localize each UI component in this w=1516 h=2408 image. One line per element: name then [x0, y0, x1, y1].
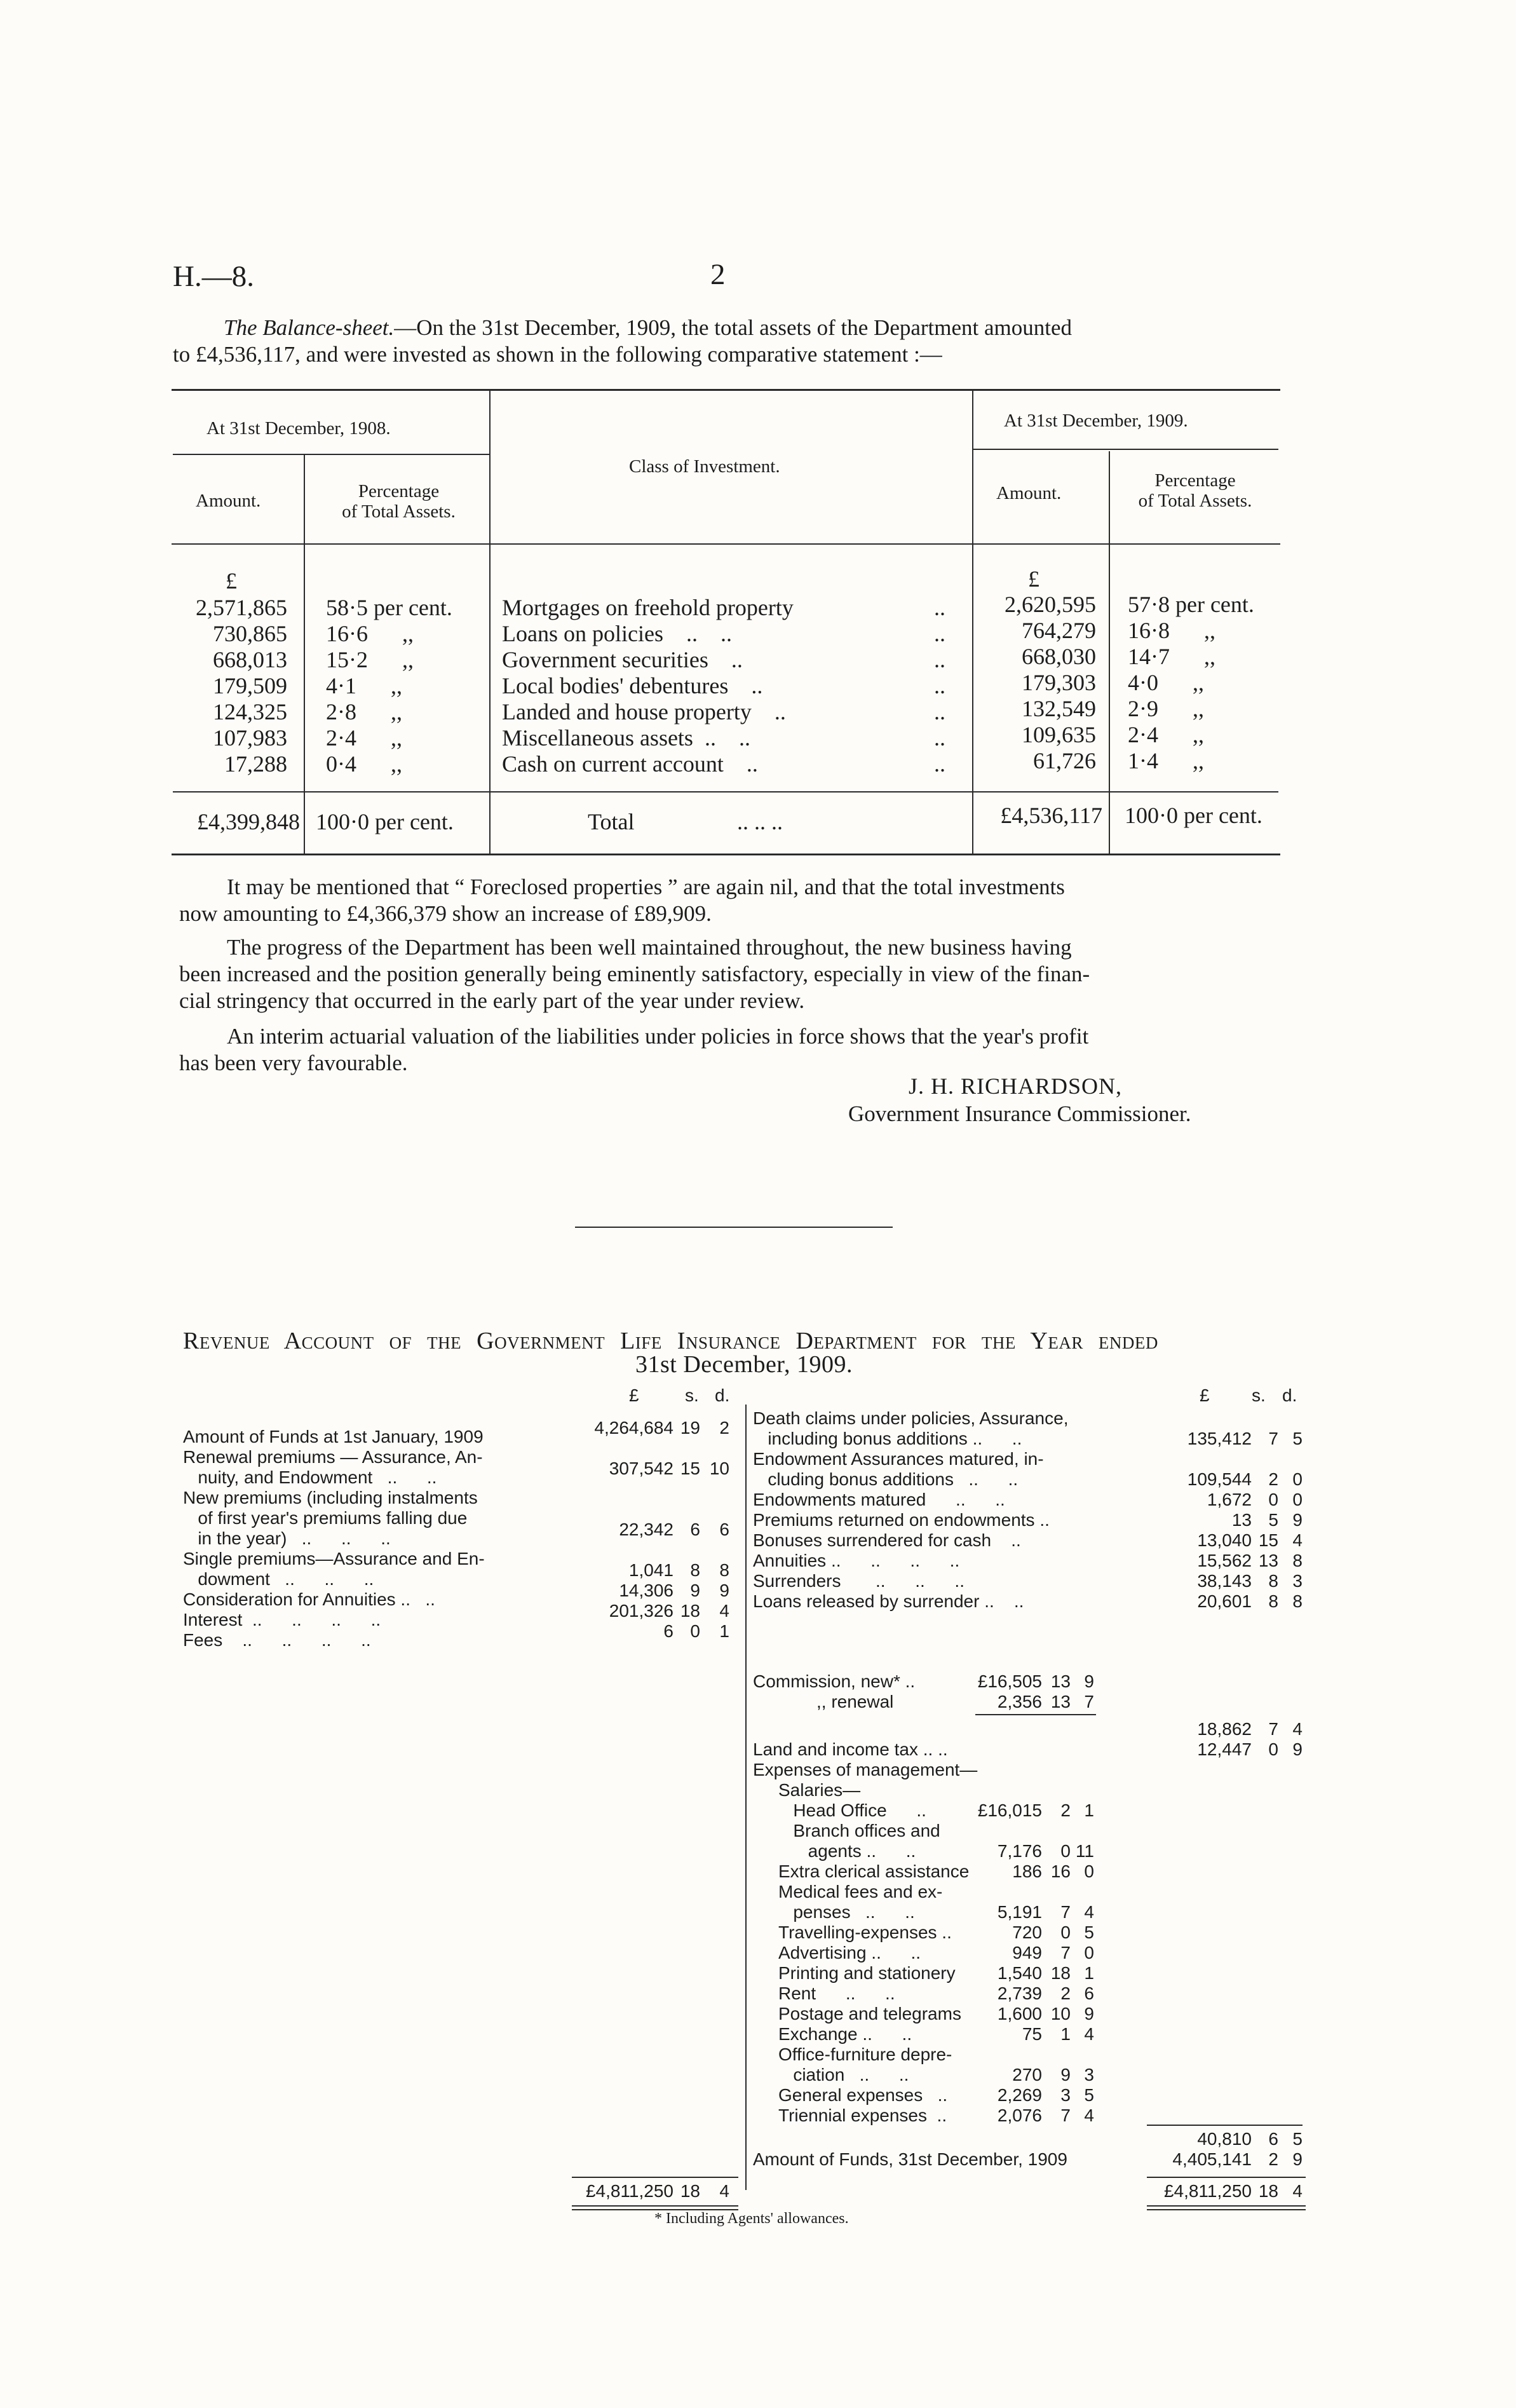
currency-1909: £ — [1028, 566, 1039, 592]
header-amount-1909: Amount. — [996, 483, 1062, 503]
expense-pence: 9 — [1084, 2004, 1094, 2024]
receipt-label: nuity, and Endowment .. .. — [183, 1467, 437, 1487]
expense-pence: 3 — [1084, 2065, 1094, 2085]
receipt-pence: 6 — [719, 1520, 729, 1539]
expense-shillings: 1 — [1060, 2024, 1071, 2044]
payment-label: Endowment Assurances matured, in- — [753, 1449, 1044, 1469]
expense-pounds: 2,739 — [997, 1983, 1042, 2003]
pct-1909: 2·9 ,, — [1128, 696, 1204, 721]
payment-pence: 9 — [1292, 1510, 1303, 1530]
expense-label: agents .. .. — [778, 1841, 916, 1861]
pct-1909: 14·7 ,, — [1128, 644, 1215, 669]
commission-total-pounds: 18,862 — [1197, 1719, 1252, 1739]
leader-dots: .. — [934, 595, 945, 620]
expense-pence: 6 — [1084, 1983, 1094, 2003]
amount-1909: 132,549 — [1022, 696, 1096, 721]
expense-label: Medical fees and ex- — [778, 1882, 943, 1901]
receipt-shillings: 8 — [690, 1560, 700, 1580]
payment-label: Bonuses surrendered for cash .. — [753, 1530, 1021, 1550]
pct-1908: 2·4 ,, — [326, 725, 402, 751]
revenue-title: Revenue Account of the Government Life Insurance Department for the Year ended — [183, 1328, 1158, 1354]
expense-pence: 4 — [1084, 1902, 1094, 1922]
receipt-label: Single premiums—Assurance and En- — [183, 1549, 485, 1568]
funds-end-pounds: 4,405,141 — [1172, 2149, 1252, 2169]
expense-label: Postage and telegrams — [778, 2004, 961, 2024]
amount-1908: 179,509 — [213, 673, 287, 698]
amount-1908: 668,013 — [213, 647, 287, 672]
expense-label: Travelling-expenses .. — [778, 1922, 952, 1942]
expense-pence: 5 — [1084, 1922, 1094, 1942]
expense-pounds: 720 — [1012, 1922, 1042, 1942]
expense-label: Printing and stationery — [778, 1963, 956, 1983]
left-total-shillings: 18 — [680, 2181, 700, 2201]
receipt-shillings: 9 — [690, 1581, 700, 1600]
receipt-pounds: 14,306 — [619, 1581, 673, 1600]
expense-pounds: 949 — [1012, 1943, 1042, 1962]
expense-shillings: 7 — [1060, 1902, 1071, 1922]
leader-dots: .. — [934, 673, 945, 698]
intro-paragraph — [173, 315, 1278, 368]
amount-1908: 2,571,865 — [196, 595, 287, 620]
payment-label: Endowments matured .. .. — [753, 1490, 1005, 1509]
expense-shillings: 2 — [1060, 1800, 1071, 1820]
receipt-label: New premiums (including instalments — [183, 1488, 478, 1507]
leader-dots: .. — [934, 725, 945, 751]
commission-renewal-label: ,, renewal — [816, 1692, 894, 1711]
footnote: * Including Agents' allowances. — [654, 2210, 849, 2227]
header-amount-1908: Amount. — [196, 491, 261, 511]
payment-shillings: 0 — [1268, 1490, 1278, 1509]
amount-1909: 2,620,595 — [1005, 592, 1096, 617]
payment-pence: 0 — [1292, 1490, 1303, 1509]
expense-pence: 4 — [1084, 2105, 1094, 2125]
amount-1908: 17,288 — [224, 751, 287, 777]
receipt-pounds: 201,326 — [609, 1601, 673, 1621]
receipt-pence: 9 — [719, 1581, 729, 1600]
pct-1908: 4·1 ,, — [326, 673, 402, 698]
receipt-pence: 2 — [719, 1418, 729, 1438]
commission-new-pounds: £16,505 — [977, 1671, 1042, 1691]
payment-pounds: 13 — [1231, 1510, 1252, 1530]
pct-1909: 57·8 per cent. — [1128, 592, 1254, 617]
payment-shillings: 2 — [1268, 1469, 1278, 1489]
expense-pounds: 75 — [1022, 2024, 1042, 2044]
receipt-label: Consideration for Annuities .. .. — [183, 1589, 435, 1609]
pct-1909: 1·4 ,, — [1128, 748, 1204, 773]
expense-label: Rent .. .. — [778, 1983, 895, 2003]
total-1908-pct: 100·0 per cent. — [316, 809, 454, 834]
funds-end-pence: 9 — [1292, 2149, 1303, 2169]
payment-pounds: 1,672 — [1207, 1490, 1252, 1509]
expense-pounds: 5,191 — [997, 1902, 1042, 1922]
pct-1909: 2·4 ,, — [1128, 722, 1204, 747]
right-total-pounds: £4,811,250 — [1163, 2181, 1252, 2201]
receipt-shillings: 18 — [680, 1601, 700, 1621]
payment-label: cluding bonus additions .. .. — [753, 1469, 1019, 1489]
currency-1908: £ — [226, 568, 237, 594]
receipt-label: Amount of Funds at 1st January, 1909 — [183, 1427, 484, 1446]
expense-pence: 11 — [1075, 1841, 1094, 1861]
commission-new-pence: 9 — [1084, 1671, 1094, 1691]
expenses-total-pence: 5 — [1292, 2129, 1303, 2149]
progress-paragraph: The progress of the Department has been well maintained throughout, the new business having been increased and the position generally being eminently satisfactory, especially in view of the finan- cial stringency that occurred in the early part of the year under review. — [179, 935, 1090, 1013]
payment-pounds: 15,562 — [1197, 1551, 1252, 1570]
header-pct-1909: Percentage of Total Assets. — [1138, 470, 1252, 511]
expense-pence: 1 — [1084, 1800, 1094, 1820]
section-divider — [575, 1227, 893, 1228]
receipt-pounds: 307,542 — [609, 1459, 673, 1478]
expense-pounds: 1,540 — [997, 1963, 1042, 1983]
payment-label: Annuities .. .. .. .. — [753, 1551, 960, 1570]
expense-shillings: 10 — [1050, 2004, 1071, 2024]
receipt-pence: 4 — [719, 1601, 729, 1621]
receipt-shillings: 15 — [680, 1459, 700, 1478]
expense-pence: 5 — [1084, 2085, 1094, 2105]
intro-lead: The Balance-sheet. — [224, 315, 395, 340]
amount-1909: 109,635 — [1022, 722, 1096, 747]
left-total-pence: 4 — [719, 2181, 729, 2201]
payment-label: Death claims under policies, Assurance, — [753, 1408, 1069, 1428]
expense-pounds: £16,015 — [977, 1800, 1042, 1820]
pct-1908: 2·8 ,, — [326, 699, 402, 724]
unit-shillings-right: s. — [1252, 1385, 1266, 1405]
receipt-label: Renewal premiums — Assurance, An- — [183, 1447, 483, 1467]
expense-pounds: 7,176 — [997, 1841, 1042, 1861]
revenue-title-date: 31st December, 1909. — [635, 1351, 853, 1378]
payment-shillings: 8 — [1268, 1571, 1278, 1591]
expense-pence: 0 — [1084, 1943, 1094, 1962]
receipt-label: in the year) .. .. .. — [183, 1528, 391, 1548]
payment-shillings: 15 — [1258, 1530, 1278, 1550]
expense-label: ciation .. .. — [778, 2065, 909, 2085]
receipt-label: Fees .. .. .. .. — [183, 1630, 371, 1650]
expense-pounds: 270 — [1012, 2065, 1042, 2085]
receipt-pounds: 1,041 — [628, 1560, 673, 1580]
expenses-heading: Expenses of management— — [753, 1760, 978, 1779]
expense-pence: 0 — [1084, 1861, 1094, 1881]
commission-renewal-shillings: 13 — [1050, 1692, 1071, 1711]
investment-class: Cash on current account .. — [502, 751, 758, 777]
receipt-shillings: 19 — [680, 1418, 700, 1438]
right-total-pence: 4 — [1292, 2181, 1303, 2201]
pct-1908: 16·6 ,, — [326, 621, 414, 646]
payment-shillings: 13 — [1258, 1551, 1278, 1570]
investment-class: Landed and house property .. — [502, 699, 786, 724]
expense-pounds: 2,269 — [997, 2085, 1042, 2105]
payment-shillings: 5 — [1268, 1510, 1278, 1530]
expense-label: Advertising .. .. — [778, 1943, 921, 1962]
payment-pence: 0 — [1292, 1469, 1303, 1489]
expense-pence: 1 — [1084, 1963, 1094, 1983]
investment-class: Miscellaneous assets .. .. — [502, 725, 750, 751]
expense-pounds: 186 — [1012, 1861, 1042, 1881]
expenses-total-pounds: 40,810 — [1197, 2129, 1252, 2149]
expense-label: Office-furniture depre- — [778, 2044, 952, 2064]
signature-name: J. H. RICHARDSON, — [909, 1073, 1123, 1099]
expense-pounds: 2,076 — [997, 2105, 1042, 2125]
commission-renewal-pence: 7 — [1084, 1692, 1094, 1711]
total-1909-amount: £4,536,117 — [1000, 803, 1102, 828]
land-tax-shillings: 0 — [1268, 1739, 1278, 1759]
payment-shillings: 7 — [1268, 1429, 1278, 1448]
salaries-heading: Salaries— — [778, 1780, 861, 1800]
commission-total-shillings: 7 — [1268, 1719, 1278, 1739]
total-1908-amount: £4,399,848 — [197, 809, 300, 834]
header-1909: At 31st December, 1909. — [1004, 411, 1188, 431]
receipt-shillings: 0 — [690, 1621, 700, 1641]
payment-pounds: 13,040 — [1197, 1530, 1252, 1550]
amount-1909: 179,303 — [1022, 670, 1096, 695]
expense-pounds: 1,600 — [997, 2004, 1042, 2024]
receipt-pounds: 6 — [663, 1621, 673, 1641]
receipt-pounds: 22,342 — [619, 1520, 673, 1539]
leader-dots: .. — [934, 621, 945, 646]
payment-shillings: 8 — [1268, 1591, 1278, 1611]
total-1909-pct: 100·0 per cent. — [1125, 803, 1262, 828]
expense-label: Head Office .. — [778, 1800, 926, 1820]
payment-label: Premiums returned on endowments .. — [753, 1510, 1050, 1530]
commission-new-shillings: 13 — [1050, 1671, 1071, 1691]
leader-dots: .. — [934, 699, 945, 724]
payment-pounds: 38,143 — [1197, 1571, 1252, 1591]
expense-label: penses .. .. — [778, 1902, 915, 1922]
investment-class: Mortgages on freehold property — [502, 595, 794, 620]
unit-pence-left: d. — [715, 1385, 730, 1405]
payment-label: Surrenders .. .. .. — [753, 1571, 964, 1591]
page-number: 2 — [710, 258, 726, 291]
document-reference: H.—8. — [173, 260, 254, 293]
pct-1908: 15·2 ,, — [326, 647, 414, 672]
amount-1909: 61,726 — [1033, 748, 1096, 773]
amount-1908: 124,325 — [213, 699, 287, 724]
unit-pounds-right: £ — [1200, 1385, 1210, 1405]
expense-pence: 4 — [1084, 2024, 1094, 2044]
receipt-pence: 10 — [709, 1459, 729, 1478]
pct-1908: 58·5 per cent. — [326, 595, 452, 620]
expense-shillings: 3 — [1060, 2085, 1071, 2105]
expense-label: Extra clerical assistance — [778, 1861, 970, 1881]
expense-label: Branch offices and — [778, 1821, 940, 1840]
payment-pounds: 109,544 — [1187, 1469, 1252, 1489]
amount-1909: 668,030 — [1022, 644, 1096, 669]
total-label: Total — [588, 809, 635, 834]
payment-label: Loans released by surrender .. .. — [753, 1591, 1024, 1611]
funds-end-label: Amount of Funds, 31st December, 1909 — [753, 2149, 1067, 2169]
investment-class: Loans on policies .. .. — [502, 621, 732, 646]
receipt-shillings: 6 — [690, 1520, 700, 1539]
payment-label: including bonus additions .. .. — [753, 1429, 1022, 1448]
receipt-pounds: 4,264,684 — [594, 1418, 673, 1438]
expense-shillings: 7 — [1060, 2105, 1071, 2125]
receipt-label: dowment .. .. .. — [183, 1569, 374, 1589]
expense-label: Exchange .. .. — [778, 2024, 912, 2044]
land-tax-pounds: 12,447 — [1197, 1739, 1252, 1759]
unit-pence-right: d. — [1282, 1385, 1297, 1405]
header-pct-1908: Percentage of Total Assets. — [342, 481, 456, 522]
foreclosed-paragraph: It may be mentioned that “ Foreclosed properties ” are again nil, and that the total investments now amounting to £4,366,379 show an increase of £89,909. — [179, 874, 1065, 926]
payment-pence: 8 — [1292, 1591, 1303, 1611]
payment-pence: 3 — [1292, 1571, 1303, 1591]
pct-1908: 0·4 ,, — [326, 751, 402, 777]
payment-pence: 8 — [1292, 1551, 1303, 1570]
land-tax-pence: 9 — [1292, 1739, 1303, 1759]
intro-line-2: to £4,536,117, and were invested as shown in the following comparative statement :— — [173, 342, 942, 367]
leader-dots: .. — [934, 647, 945, 672]
investment-class: Government securities .. — [502, 647, 743, 672]
expense-shillings: 2 — [1060, 1983, 1071, 2003]
expense-shillings: 7 — [1060, 1943, 1071, 1962]
expense-shillings: 9 — [1060, 2065, 1071, 2085]
header-1908: At 31st December, 1908. — [206, 418, 391, 439]
unit-shillings-left: s. — [685, 1385, 699, 1405]
unit-pounds-left: £ — [629, 1385, 639, 1405]
commission-new-label: Commission, new* .. — [753, 1671, 916, 1691]
expenses-total-shillings: 6 — [1268, 2129, 1278, 2149]
funds-end-shillings: 2 — [1268, 2149, 1278, 2169]
land-tax-label: Land and income tax .. .. — [753, 1739, 948, 1759]
investment-class: Local bodies' debentures .. — [502, 673, 763, 698]
payment-pounds: 135,412 — [1187, 1429, 1252, 1448]
commission-renewal-pounds: 2,356 — [997, 1692, 1042, 1711]
intro-line-1: —On the 31st December, 1909, the total assets of the Department amounted — [394, 315, 1073, 340]
pct-1909: 16·8 ,, — [1128, 618, 1215, 643]
expense-shillings: 0 — [1060, 1841, 1071, 1861]
expense-shillings: 18 — [1050, 1963, 1071, 1983]
valuation-paragraph: An interim actuarial valuation of the liabilities under policies in force shows that the year's profit has been very favourable. — [179, 1024, 1089, 1075]
total-dots: .. .. .. — [737, 809, 783, 834]
expense-shillings: 0 — [1060, 1922, 1071, 1942]
signature-title: Government Insurance Commissioner. — [848, 1101, 1191, 1126]
header-class: Class of Investment. — [629, 456, 780, 477]
expense-shillings: 16 — [1050, 1861, 1071, 1881]
payment-pounds: 20,601 — [1197, 1591, 1252, 1611]
expense-label: General expenses .. — [778, 2085, 948, 2105]
right-total-shillings: 18 — [1258, 2181, 1278, 2201]
amount-1908: 107,983 — [213, 725, 287, 751]
amount-1909: 764,279 — [1022, 618, 1096, 643]
receipt-pence: 1 — [719, 1621, 729, 1641]
payment-pence: 4 — [1292, 1530, 1303, 1550]
receipt-pence: 8 — [719, 1560, 729, 1580]
commission-total-pence: 4 — [1292, 1719, 1303, 1739]
receipt-label: Interest .. .. .. .. — [183, 1610, 381, 1629]
left-total-pounds: £4,811,250 — [585, 2181, 673, 2201]
leader-dots: .. — [934, 751, 945, 777]
payment-pence: 5 — [1292, 1429, 1303, 1448]
expense-label: Triennial expenses .. — [778, 2105, 947, 2125]
pct-1909: 4·0 ,, — [1128, 670, 1204, 695]
amount-1908: 730,865 — [213, 621, 287, 646]
receipt-label: of first year's premiums falling due — [183, 1508, 468, 1528]
